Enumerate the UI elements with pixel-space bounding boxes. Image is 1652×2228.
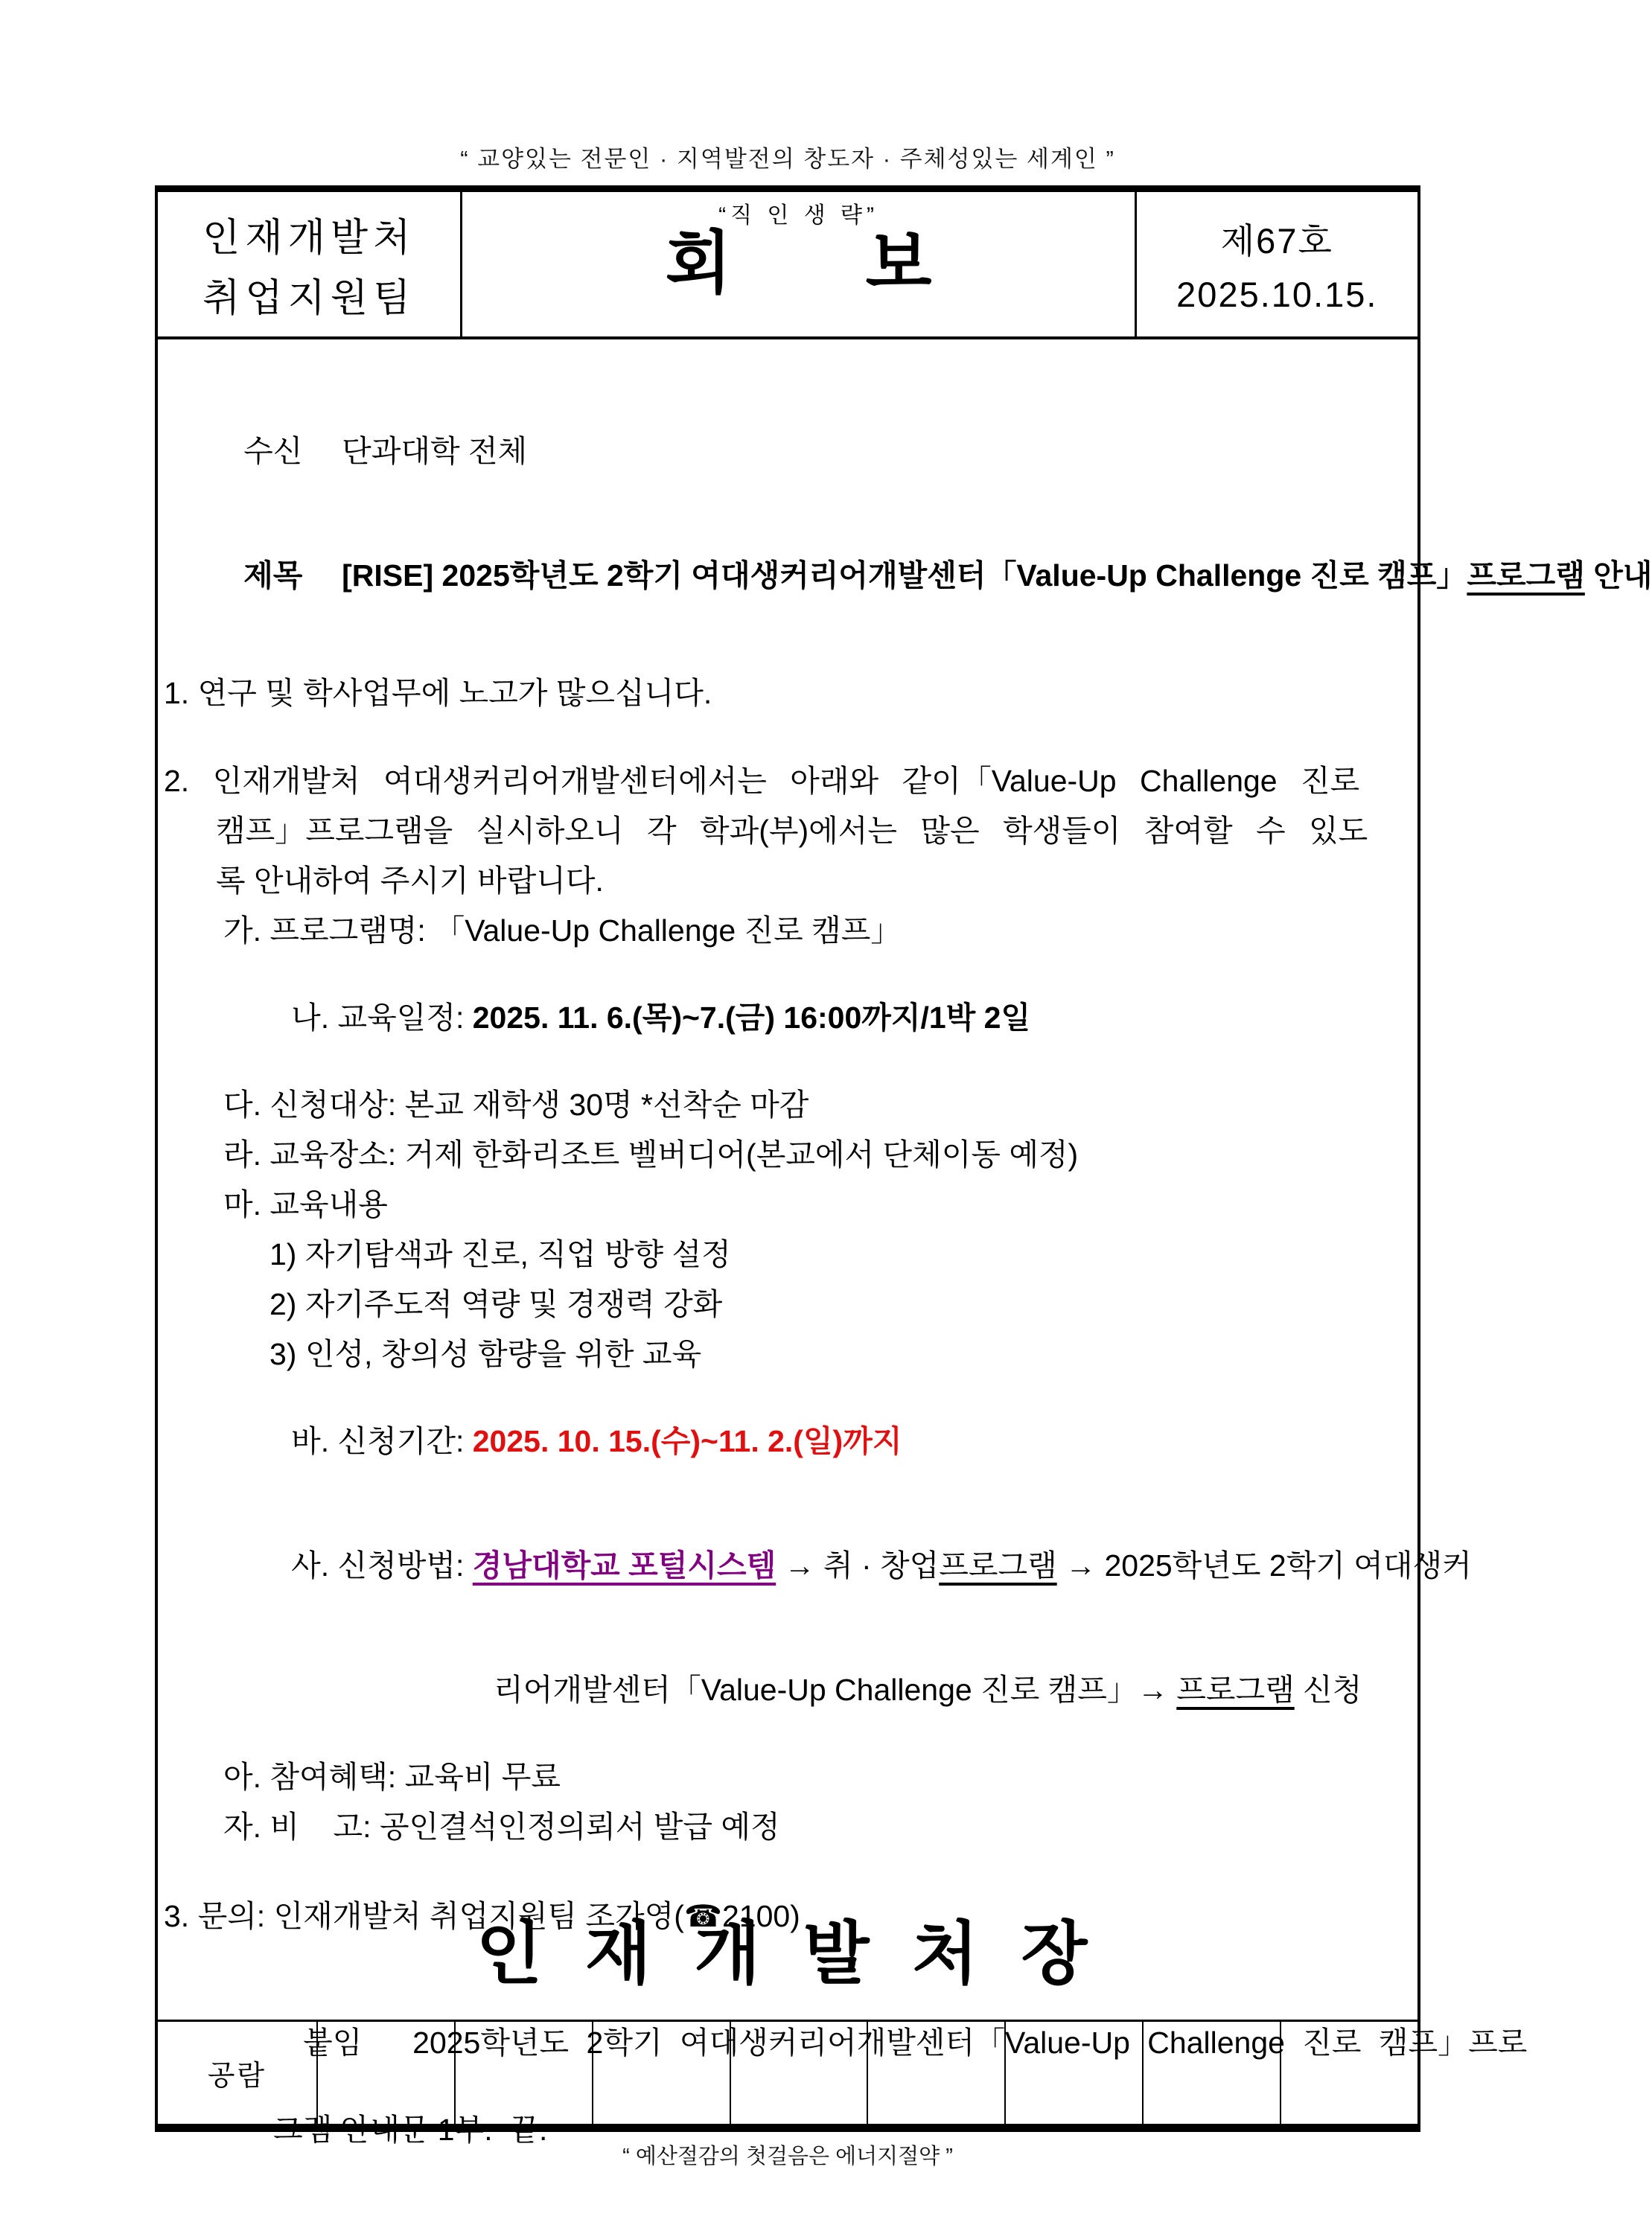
issuing-dept-cell <box>158 192 462 336</box>
doc-number: 제67호 <box>1220 220 1333 261</box>
content-item-2: 2) 자기주도적 역량 및 경쟁력 강화 <box>270 1287 723 1321</box>
portal-system-link[interactable]: 경남대학교 포털시스템 <box>472 1548 776 1583</box>
content-item-1: 1) 자기탐색과 진로, 직업 방향 설정 <box>270 1237 731 1271</box>
schedule-value: 2025. 11. 6.(목)~7.(금) 16:00까지/1박 2일 <box>472 1000 1031 1035</box>
attachment-text1: 2025학년도 2학기 여대생커리어개발센터「Value-Up Challenge 진로 캠프」프로 <box>412 2026 1528 2060</box>
content-item-3: 3) 인성, 창의성 함량을 위한 교육 <box>270 1337 702 1371</box>
recipient-label: 수신 <box>243 434 303 468</box>
subject-label: 제목 <box>243 558 303 593</box>
doc-title-char2: 보 <box>865 226 932 301</box>
subject-underlined-word: 프로그램 <box>1467 558 1585 593</box>
doc-title <box>462 226 1134 301</box>
attachment-line2: 그램 안내문 1부. 끝. <box>273 2113 548 2147</box>
motto-top: “ 교양있는 전문인 · 지역발전의 창도자 · 주체성있는 세계인 ” <box>460 146 1115 172</box>
notice-paragraph-line2: 캠프」프로그램을 실시하오니 각 학과(부)에서는 많은 학생들이 참여할 수 있도 <box>216 814 1368 848</box>
contents-heading-line: 마. 교육내용 <box>223 1187 388 1222</box>
recipient-line <box>176 395 1407 507</box>
benefit-line: 아. 참여혜택: 교육비 무료 <box>223 1760 561 1794</box>
doc-title-cell <box>462 192 1136 336</box>
schedule-line <box>223 962 1407 1073</box>
schedule-label: 나. 교육일정: <box>291 1000 473 1035</box>
application-period-value: 2025. 10. 15.(수)~11. 2.(일)까지 <box>472 1424 902 1458</box>
application-method-line1 <box>223 1510 1472 1621</box>
motto-bottom: “ 예산절감의 첫걸음은 에너지절약 ” <box>622 2145 953 2168</box>
application-method-line2 <box>426 1634 1407 1746</box>
signature-title: 인 재 개 발 처 장 <box>476 1916 1100 1992</box>
remarks-line: 자. 비 고: 공인결석인정의뢰서 발급 예정 <box>223 1810 780 1844</box>
method-step-3: 리어개발센터「Value-Up Challenge 진로 캠프」→ <box>494 1673 1177 1707</box>
application-period-line <box>223 1385 1407 1497</box>
method-step-1: → 취 · 창업 <box>776 1548 940 1583</box>
team-name: 취업지원팀 <box>202 276 416 320</box>
circulation-label-cell: 공람 <box>158 2022 318 2124</box>
doc-date: 2025.10.15. <box>1176 275 1378 315</box>
subject-value <box>342 558 1652 593</box>
subject-line <box>176 520 1652 631</box>
attachment-label: 붙임 <box>303 2026 363 2060</box>
contact-line: 3. 문의: 인재개발처 취업지원팀 조가영(☎2100) <box>164 1899 800 1933</box>
program-name-line: 가. 프로그램명: 「Value-Up Challenge 진로 캠프」 <box>223 913 902 948</box>
recipient-value: 단과대학 전체 <box>342 434 528 468</box>
eligibility-line: 다. 신청대상: 본교 재학생 30명 *선착순 마감 <box>223 1088 809 1122</box>
bulletin-table <box>155 185 1652 2147</box>
application-period-label: 바. 신청기간: <box>291 1424 473 1458</box>
method-step-1-underlined: 프로그램 <box>939 1548 1057 1583</box>
header-row <box>158 192 1417 339</box>
doc-number-cell <box>1137 192 1417 336</box>
notice-paragraph-line3: 록 안내하여 주시기 바랍니다. <box>216 864 604 898</box>
doc-title-char1: 회 <box>665 226 732 301</box>
dept-name: 인재개발처 <box>202 217 416 261</box>
method-step-2: → 2025학년도 2학기 여대생커 <box>1056 1548 1472 1583</box>
method-step-4-underlined: 프로그램 <box>1176 1673 1295 1707</box>
notice-paragraph-line1: 2. 인재개발처 여대생커리어개발센터에서는 아래와 같이「Value-Up Challenge 진로 <box>164 764 1360 798</box>
subject-tail: 안내 <box>1584 558 1652 593</box>
seal-omitted-note: “직 인 생 략” <box>718 203 879 228</box>
greeting-line: 1. 연구 및 학사업무에 노고가 많으십니다. <box>164 676 712 710</box>
attachment-line1 <box>164 1987 1528 2098</box>
method-step-4: 신청 <box>1294 1673 1362 1707</box>
application-method-label: 사. 신청방법: <box>291 1548 473 1583</box>
subject-text: [RISE] 2025학년도 2학기 여대생커리어개발센터「Value-Up Challenge 진로 캠프」 <box>342 558 1467 593</box>
venue-line: 라. 교육장소: 거제 한화리조트 벨버디어(본교에서 단체이동 예정) <box>223 1137 1079 1172</box>
